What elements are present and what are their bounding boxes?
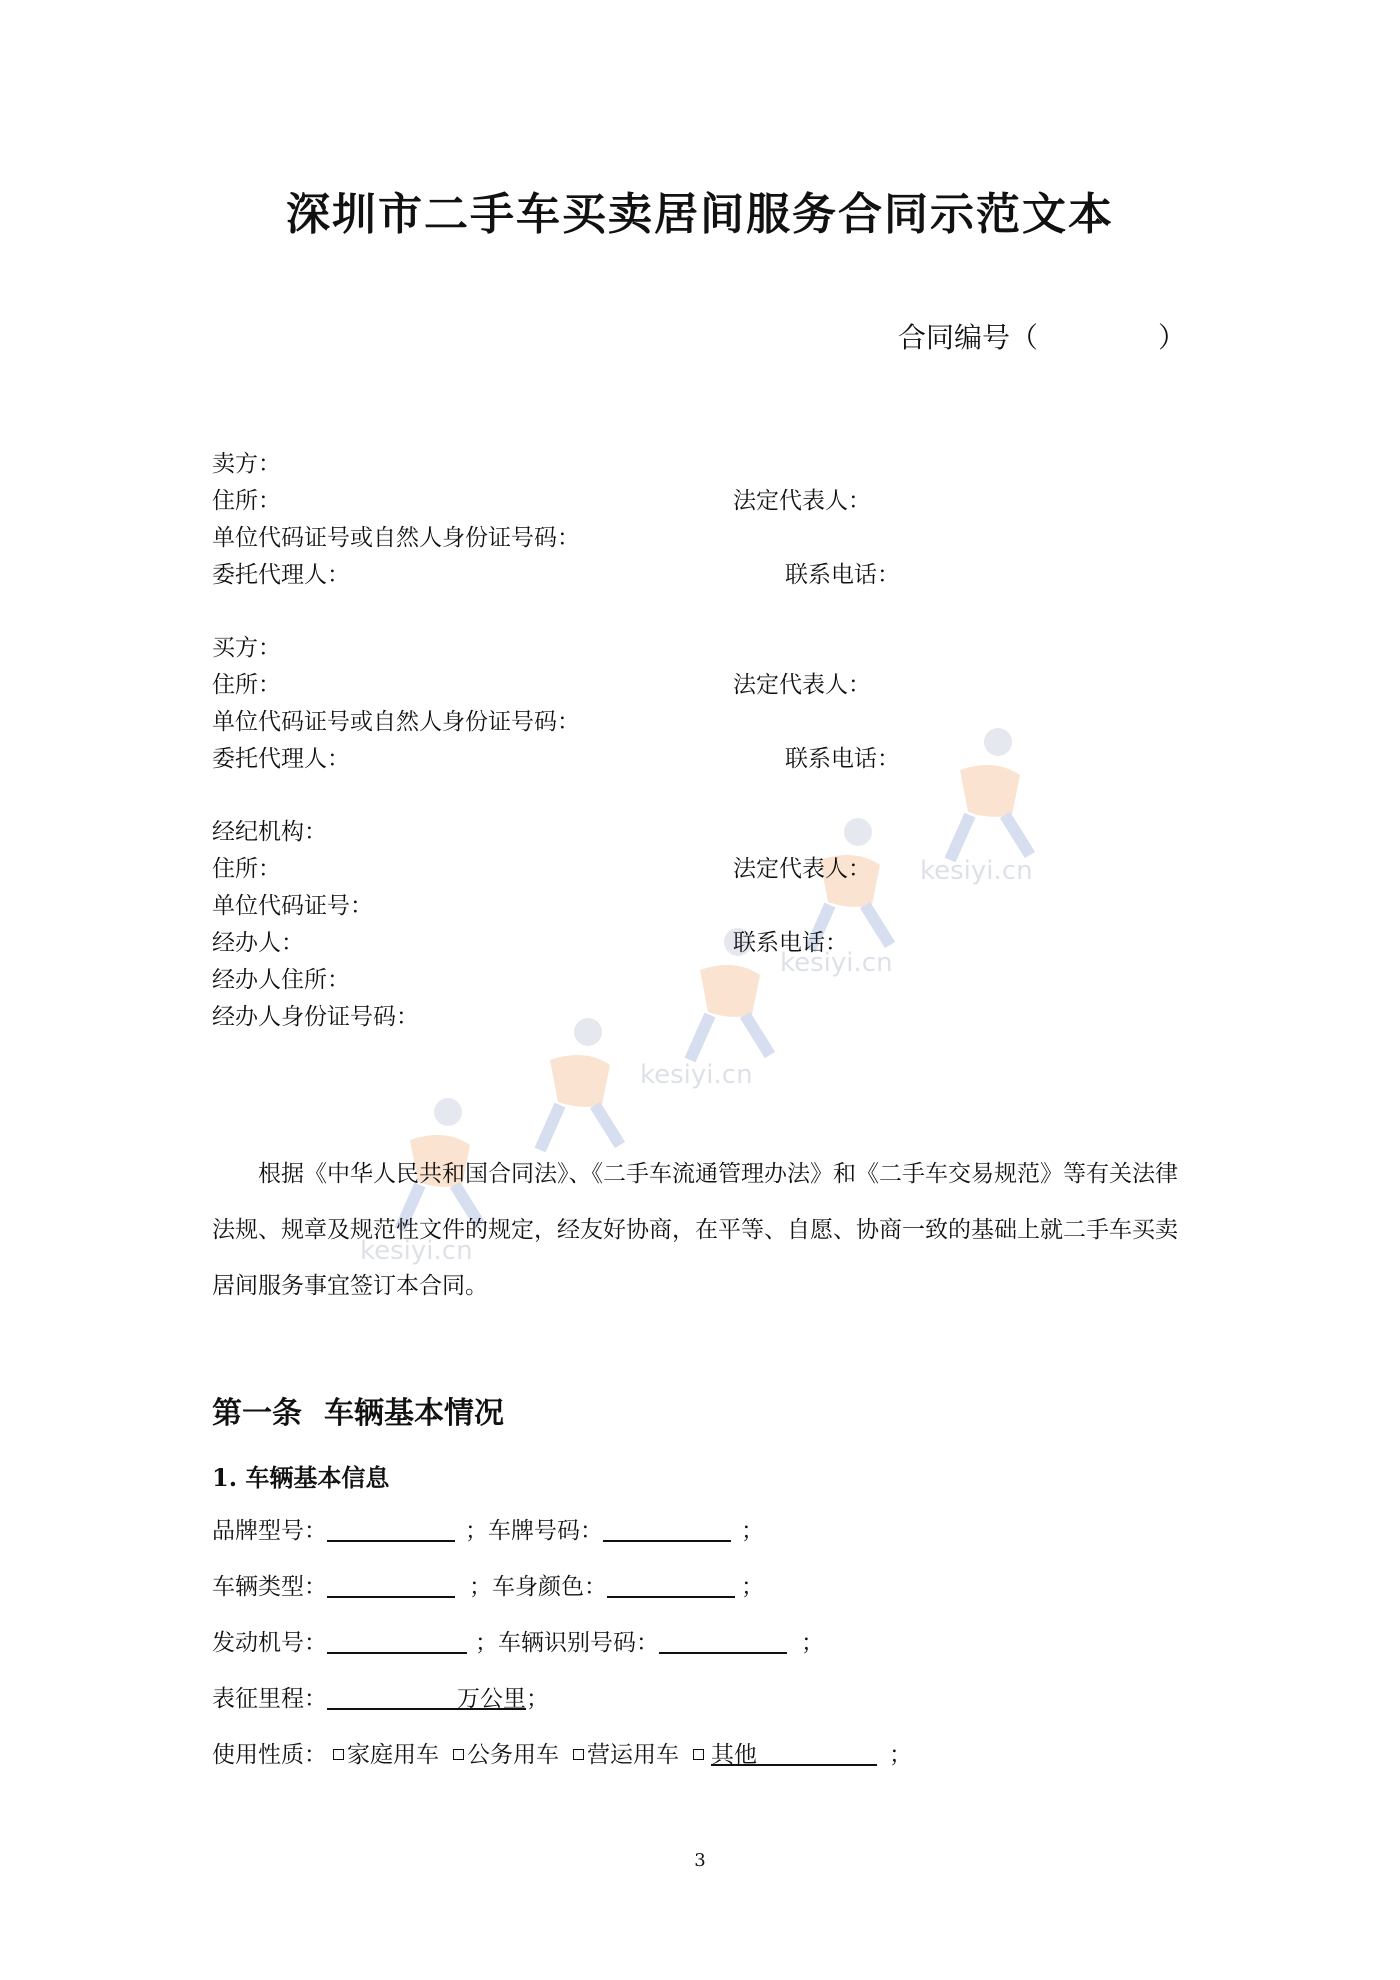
usage-option-other: 其他 (711, 1742, 757, 1768)
mileage-input[interactable] (327, 1686, 457, 1710)
vehicle-type-input[interactable] (327, 1574, 455, 1598)
separator: ； (526, 1686, 549, 1712)
separator: ； (801, 1630, 824, 1656)
usage-checkbox-commercial[interactable] (573, 1749, 584, 1760)
field-row-usage (212, 1736, 912, 1769)
usage-label: 使用性质： (212, 1742, 327, 1768)
separator: ； (465, 1518, 488, 1544)
buyer-address: 住所： (212, 672, 281, 698)
brand-model-input[interactable] (327, 1518, 455, 1542)
field-row-type-color (212, 1568, 764, 1601)
field-row-engine-vin (212, 1624, 824, 1657)
watermark-figure-icon (510, 1010, 650, 1160)
intro-paragraph: 根据《中华人民共和国合同法》、《二手车流通管理办法》和《二手车交易规范》等有关法律法规、规章及规范性文件的规定，经友好协商，在平等、自愿、协商一致的基础上就二手车买卖居间服务事宜签订本合同。 (212, 1161, 1178, 1299)
body-color-input[interactable] (607, 1574, 735, 1598)
usage-checkbox-family[interactable] (333, 1749, 344, 1760)
contract-number (898, 316, 1186, 356)
engine-no-input[interactable] (327, 1630, 467, 1654)
separator: ； (475, 1630, 498, 1656)
buyer-agent: 委托代理人： (212, 746, 350, 772)
broker-address: 住所： (212, 856, 281, 882)
watermark-text: kesiyi.cn (360, 1236, 473, 1266)
buyer-legal-rep: 法定代表人： (733, 672, 871, 698)
contract-number-close: ） (1158, 321, 1187, 354)
seller-agent: 委托代理人： (212, 562, 350, 588)
broker-unit-code: 单位代码证号： (212, 893, 373, 919)
separator: ； (889, 1742, 912, 1768)
plate-no-label: 车牌号码： (488, 1518, 603, 1544)
plate-no-input[interactable] (603, 1518, 731, 1542)
field-row-brand-plate (212, 1512, 764, 1545)
article-1-heading (212, 1388, 504, 1432)
vin-input[interactable] (659, 1630, 787, 1654)
seller-address: 住所： (212, 488, 281, 514)
seller-phone: 联系电话： (785, 562, 900, 588)
mileage-unit: 万公里 (457, 1686, 526, 1712)
vin-label: 车辆识别号码： (498, 1630, 659, 1656)
article-1-number: 第一条 (212, 1396, 302, 1431)
watermark-text: kesiyi.cn (780, 948, 893, 978)
watermark-text: kesiyi.cn (640, 1060, 753, 1090)
body-color-label: 车身颜色： (492, 1574, 607, 1600)
watermark-text: kesiyi.cn (920, 856, 1033, 886)
seller-label: 卖方： (212, 451, 281, 477)
usage-option-commercial: 营运用车 (587, 1742, 679, 1768)
broker-handler-id: 经办人身份证号码： (212, 1004, 419, 1030)
document-title: 深圳市二手车买卖居间服务合同示范文本 (286, 189, 1114, 240)
buyer-phone: 联系电话： (785, 746, 900, 772)
usage-option-family: 家庭用车 (347, 1742, 439, 1768)
watermark-figure-icon (920, 720, 1060, 870)
separator: ； (741, 1518, 764, 1544)
usage-option-official: 公务用车 (467, 1742, 559, 1768)
vehicle-type-label: 车辆类型： (212, 1574, 327, 1600)
section-1-title: 1. 车辆基本信息 (212, 1463, 390, 1492)
buyer-label: 买方： (212, 635, 281, 661)
separator: ； (741, 1574, 764, 1600)
usage-checkbox-official[interactable] (453, 1749, 464, 1760)
field-row-mileage (212, 1680, 549, 1713)
broker-phone: 联系电话： (733, 930, 848, 956)
buyer-id-code: 单位代码证号或自然人身份证号码： (212, 709, 580, 735)
engine-no-label: 发动机号： (212, 1630, 327, 1656)
broker-handler: 经办人： (212, 930, 304, 956)
page-number: 3 (694, 1850, 706, 1871)
usage-checkbox-other[interactable] (693, 1749, 704, 1760)
article-1-title: 车辆基本情况 (324, 1396, 504, 1431)
mileage-label: 表征里程： (212, 1686, 327, 1712)
broker-label: 经纪机构： (212, 819, 327, 845)
brand-model-label: 品牌型号： (212, 1518, 327, 1544)
usage-other-input[interactable] (757, 1742, 877, 1766)
separator: ； (469, 1574, 492, 1600)
broker-legal-rep: 法定代表人： (733, 856, 871, 882)
broker-handler-address: 经办人住所： (212, 967, 350, 993)
contract-number-label: 合同编号（ (898, 321, 1039, 354)
seller-legal-rep: 法定代表人： (733, 488, 871, 514)
seller-id-code: 单位代码证号或自然人身份证号码： (212, 525, 580, 551)
